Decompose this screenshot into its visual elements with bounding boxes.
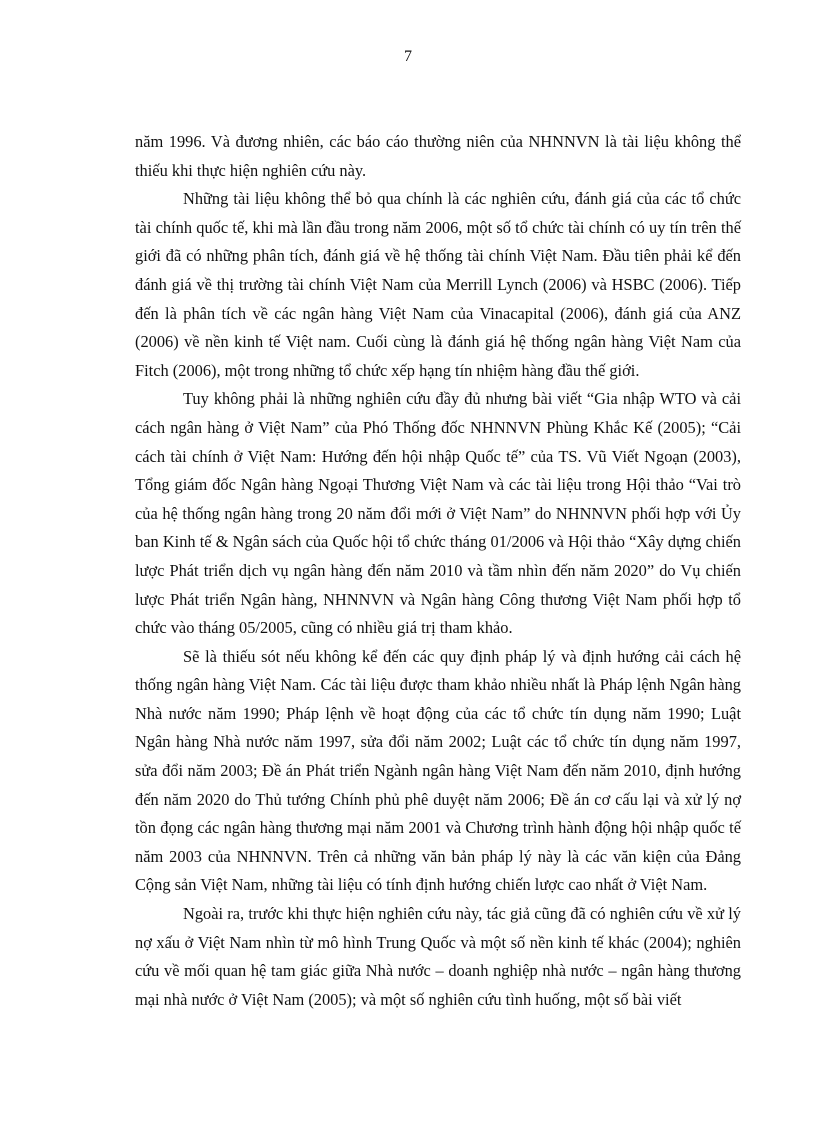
paragraph-legal-regulations: Sẽ là thiếu sót nếu không kể đến các quy định pháp lý và định hướng cải cách hệ thống ngân hàng Việt Nam. Các tài liệu được tham khảo nhiều nhất là Pháp lệnh Ngân hàng Nhà nước năm 1990; Pháp lệnh về hoạt động của các tổ chức tín dụng năm 1990; Luật Ngân hàng Nhà nước năm 1997, sửa đổi năm 2002; Luật các tổ chức tín dụng năm 1997, sửa đổi năm 2003; Đề án Phát triển Ngành ngân hàng Việt Nam đến năm 2010, định hướng đến năm 2020 do Thủ tướng Chính phủ phê duyệt năm 2006; Đề án cơ cấu lại và xử lý nợ tồn đọng các ngân hàng thương mại năm 2001 và Chương trình hành động hội nhập quốc tế năm 2003 của NHNNVN. Trên cả những văn bản pháp lý này là các văn kiện của Đảng Cộng sản Việt Nam, những tài liệu có tính định hướng chiến lược cao nhất ở Việt Nam. (135, 646, 741, 895)
paragraph-articles-and-conferences: Tuy không phải là những nghiên cứu đầy đủ nhưng bài viết “Gia nhập WTO và cải cách ngân hàng ở Việt Nam” của Phó Thống đốc NHNNVN Phùng Khắc Kế (2005); “Cải cách tài chính ở Việt Nam: Hướng đến hội nhập Quốc tế” của TS. Vũ Viết Ngoạn (2003), Tổng giám đốc Ngân hàng Ngoại Thương Việt Nam và các tài liệu trong Hội thảo “Vai trò của hệ thống ngân hàng trong 20 năm đổi mới ở Việt Nam” do NHNNVN phối hợp với Ủy ban Kinh tế & Ngân sách của Quốc hội tổ chức tháng 01/2006 và Hội thảo “Xây dựng chiến lược Phát triển dịch vụ ngân hàng đến năm 2010 và tầm nhìn đến năm 2020” do Vụ chiến lược Phát triển Ngân hàng, NHNNVN và Ngân hàng Công thương Việt Nam phối hợp tổ chức vào tháng 05/2005, cũng có nhiều giá trị tham khảo. (135, 389, 741, 638)
body-text (135, 128, 741, 1014)
page-number: 7 (404, 48, 412, 65)
paragraph-author-prior-research: Ngoài ra, trước khi thực hiện nghiên cứu này, tác giả cũng đã có nghiên cứu về xử lý nợ xấu ở Việt Nam nhìn từ mô hình Trung Quốc và một số nền kinh tế khác (2004); nghiên cứu về mối quan hệ tam giác giữa Nhà nước – doanh nghiệp nhà nước – ngân hàng thương mại nhà nước ở Việt Nam (2005); và một số nghiên cứu tình huống, một số bài viết (135, 904, 741, 1009)
paragraph-international-studies: Những tài liệu không thể bỏ qua chính là các nghiên cứu, đánh giá của các tổ chức tài chính quốc tế, khi mà lần đầu trong năm 2006, một số tổ chức tài chính có uy tín trên thế giới đã có những phân tích, đánh giá về hệ thống tài chính Việt Nam. Đầu tiên phải kể đến đánh giá về thị trường tài chính Việt Nam của Merrill Lynch (2006) và HSBC (2006). Tiếp đến là phân tích về các ngân hàng Việt Nam của Vinacapital (2006), đánh giá của ANZ (2006) về nền kinh tế Việt nam. Cuối cùng là đánh giá hệ thống ngân hàng Việt Nam của Fitch (2006), một trong những tổ chức xếp hạng tín nhiệm hàng đầu thế giới. (135, 189, 741, 380)
paragraph-continued: năm 1996. Và đương nhiên, các báo cáo thường niên của NHNNVN là tài liệu không thể thiếu khi thực hiện nghiên cứu này. (135, 132, 741, 180)
